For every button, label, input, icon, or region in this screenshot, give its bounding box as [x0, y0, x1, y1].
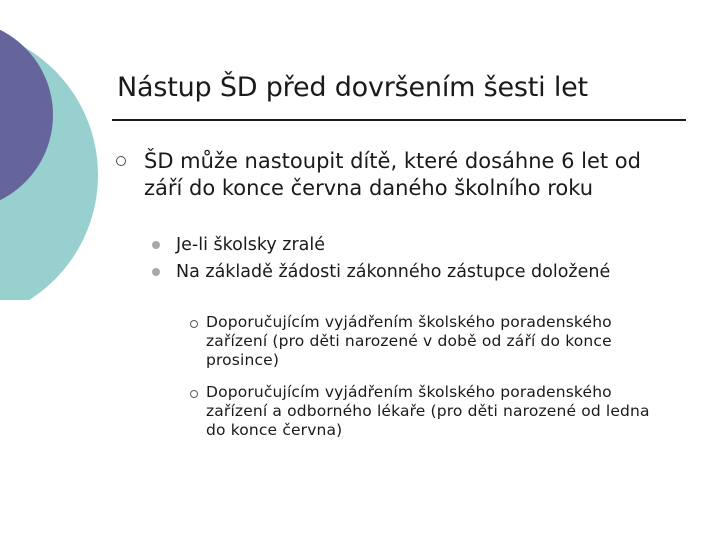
sub-sub-bullet-text: Doporučujícím vyjádřením školského poradenského zařízení a odborného lékaře (pro děti narozené od ledna do konce června) — [206, 383, 650, 439]
hollow-circle-bullet-icon — [190, 320, 198, 328]
hollow-circle-bullet-icon — [116, 156, 126, 166]
sub-bullet-text: Je-li školsky zralé — [176, 235, 326, 255]
main-bullet — [116, 148, 676, 202]
sub-sub-bullet-1 — [190, 313, 670, 370]
filled-circle-bullet-icon — [152, 268, 160, 276]
main-bullet-text: ŠD může nastoupit dítě, které dosáhne 6 let od září do konce června daného školního roku — [144, 149, 641, 200]
decorative-circles — [0, 0, 110, 300]
filled-circle-bullet-icon — [152, 241, 160, 249]
sub-bullet-2 — [152, 261, 652, 283]
sub-bullet-text: Na základě žádosti zákonného zástupce doložené — [176, 262, 611, 282]
title-divider — [112, 119, 686, 121]
sub-sub-bullet-text: Doporučujícím vyjádřením školského poradenského zařízení (pro děti narozené v době od září do konce prosince) — [206, 313, 612, 369]
sub-sub-bullet-2 — [190, 383, 670, 440]
sub-bullet-1 — [152, 234, 652, 256]
hollow-circle-bullet-icon — [190, 390, 198, 398]
slide-title: Nástup ŠD před dovršením šesti let — [117, 72, 588, 103]
